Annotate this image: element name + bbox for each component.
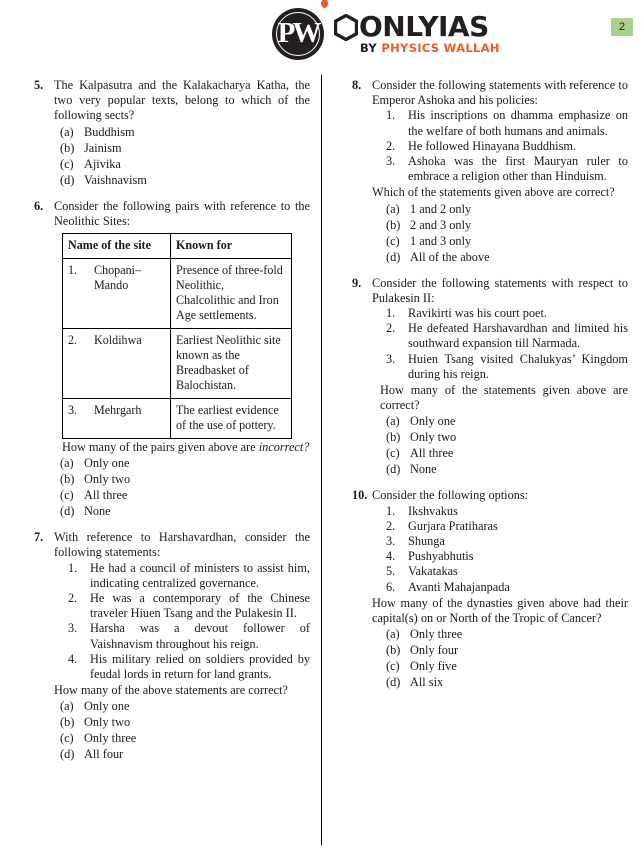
statement-text: Avanti Mahajanpada [408, 579, 510, 594]
option-key: (d) [60, 172, 75, 187]
question-10-lead: How many of the dynasties given above had their capital(s) on or North of the Tropic of Cancer? [372, 595, 628, 626]
table-row [63, 259, 292, 329]
y-dot-icon [321, 0, 328, 8]
question-7-stem: With reference to Harshavardhan, consider the following statements: [54, 530, 310, 560]
statement-number: 1. [386, 306, 396, 321]
question-8-body [372, 108, 628, 264]
statement-row [386, 352, 628, 382]
option-row[interactable] [386, 249, 628, 265]
site-name: Chopani–Mando [94, 263, 142, 293]
statement-row [68, 621, 310, 651]
statement-text: Ashoka was the first Mauryan ruler to embrace a religion other than Hinduism. [408, 154, 628, 184]
question-7 [20, 530, 310, 762]
row-index: 2. [68, 333, 78, 348]
statement-row [386, 139, 628, 154]
option-key: (b) [386, 643, 401, 658]
question-10-head [338, 488, 628, 503]
option-key: (c) [386, 233, 400, 248]
statement-text: Ikshvakus [408, 503, 458, 518]
table-cell-known-for: Earliest Neolithic site known as the Breadbasket of Balochistan. [171, 329, 292, 399]
statement-number: 6. [386, 579, 396, 594]
option-row[interactable] [60, 746, 310, 762]
question-6-stem: Consider the following pairs with reference to the Neolithic Sites: [54, 198, 310, 228]
option-text: All six [410, 675, 444, 690]
option-row[interactable] [386, 429, 628, 445]
statement-number: 1. [386, 503, 396, 518]
option-text: 1 and 2 only [410, 201, 472, 216]
pw-monogram-text: PW [277, 16, 319, 49]
question-8-head [338, 78, 628, 108]
statement-number: 3. [386, 351, 396, 366]
onlyias-wordmark [332, 10, 500, 56]
question-7-body [54, 561, 310, 763]
option-row[interactable] [386, 233, 628, 249]
hexagon-icon [334, 14, 358, 41]
statement-text: Harsha was a devout follower of Vaishnavism throughout his reign. [90, 621, 310, 651]
statement-text: His military relied on soldiers provided by feudal lords in return for land grants. [90, 651, 310, 682]
by-label: BY [360, 41, 382, 56]
question-8-stem: Consider the following statements with reference to Emperor Ashoka and his policies: [372, 78, 628, 108]
question-7-head [20, 530, 310, 560]
option-key: (d) [60, 747, 75, 762]
statement-text: He followed Hinayana Buddhism. [408, 138, 577, 153]
statement-row [386, 504, 628, 519]
option-row[interactable] [60, 124, 310, 140]
statement-text: Gurjara Pratiharas [408, 518, 498, 533]
option-key: (b) [386, 430, 401, 445]
onlyias-text: ONLYIAS [359, 10, 489, 44]
option-text: Only two [84, 715, 131, 730]
statement-number: 2. [386, 518, 396, 533]
question-6-head [20, 199, 310, 229]
option-row[interactable] [386, 461, 628, 477]
question-7-number: 7. [34, 530, 44, 545]
question-9-number: 9. [352, 275, 362, 290]
option-key: (c) [386, 446, 400, 461]
statement-text: He defeated Harshavardhan and limited his southward expansion till Narmada. [408, 321, 628, 351]
option-row[interactable] [60, 455, 310, 471]
lead-italic: incorrect? [258, 440, 310, 455]
statement-row [386, 519, 628, 534]
option-text: Jainism [84, 140, 122, 155]
question-10-number: 10. [352, 488, 368, 503]
statement-text: Pushyabhutis [408, 549, 474, 564]
option-text: None [84, 504, 111, 519]
option-text: 2 and 3 only [410, 217, 472, 232]
option-text: Only two [84, 472, 131, 487]
question-10-stem: Consider the following options: [372, 488, 529, 503]
question-6-lead [62, 440, 310, 455]
table-header-cell: Name of the site [63, 234, 171, 259]
question-5-body [54, 124, 310, 188]
question-9-lead: How many of the statements given above are correct? [380, 383, 628, 413]
question-5-stem: The Kalpasutra and the Kalakacharya Katha, the two very popular texts, belong to which of the following sects? [54, 78, 310, 123]
option-row[interactable] [386, 201, 628, 217]
statement-row [386, 154, 628, 184]
question-9 [338, 276, 628, 478]
option-text: All four [84, 747, 124, 762]
table-header-row [63, 234, 292, 259]
option-text: Only one [84, 456, 130, 471]
option-key: (c) [60, 156, 74, 171]
question-9-head [338, 276, 628, 306]
question-8-number: 8. [352, 78, 362, 92]
option-row[interactable] [60, 698, 310, 714]
table-cell-known-for: Presence of three-fold Neolithic, Chalcolithic and Iron Age settlements. [171, 259, 292, 329]
table-row [63, 399, 292, 439]
option-text: Vaishnavism [84, 172, 147, 187]
site-name: Koldihwa [94, 333, 142, 348]
statement-row [386, 580, 628, 595]
option-row[interactable] [60, 156, 310, 172]
statement-text: His inscriptions on dhamma emphasize on the welfare of both humans and animals. [408, 108, 628, 138]
brand-logo-group [272, 8, 500, 60]
option-key: (c) [60, 488, 74, 503]
neolithic-sites-table [62, 233, 292, 439]
statement-row [386, 534, 628, 549]
option-key: (a) [60, 124, 74, 139]
question-5 [20, 78, 310, 188]
option-text: Only five [410, 659, 457, 674]
question-10-body [372, 504, 628, 691]
statement-row [68, 652, 310, 682]
option-key: (b) [386, 217, 401, 232]
table-header-cell: Known for [171, 234, 292, 259]
option-key: (d) [386, 249, 401, 264]
statement-text: He was a contemporary of the Chinese traveler Hiuen Tsang and the Pulakesin II. [90, 591, 310, 621]
question-6-number: 6. [34, 198, 44, 213]
question-5-head [20, 78, 310, 124]
option-text: All of the above [410, 249, 490, 264]
statement-text: Ravikirti was his court poet. [408, 306, 548, 321]
option-row[interactable] [386, 445, 628, 461]
statement-number: 3. [68, 621, 78, 636]
statement-row [386, 321, 628, 351]
option-key: (b) [60, 715, 75, 730]
option-key: (a) [60, 699, 74, 714]
statement-number: 2. [386, 321, 396, 336]
option-key: (a) [386, 414, 400, 429]
option-key: (d) [60, 504, 75, 519]
option-key: (c) [60, 731, 74, 746]
statement-number: 3. [386, 154, 396, 169]
question-8 [338, 78, 628, 265]
statement-row [68, 591, 310, 621]
option-row[interactable] [60, 487, 310, 503]
question-8-lead: Which of the statements given above are correct? [372, 185, 615, 200]
right-column [338, 78, 628, 701]
statement-text: Vakatakas [408, 564, 458, 579]
option-row[interactable] [386, 626, 628, 642]
table-cell-site [63, 329, 171, 399]
option-row[interactable] [60, 714, 310, 730]
question-9-body [372, 306, 628, 477]
physics-wallah-circle-logo [272, 8, 324, 60]
option-row[interactable] [386, 658, 628, 674]
option-key: (b) [60, 140, 75, 155]
option-text: Only four [410, 643, 459, 658]
statement-number: 2. [386, 138, 396, 153]
statement-number: 1. [68, 560, 78, 575]
statement-row [386, 549, 628, 564]
physics-wallah-label: PHYSICS WALLAH [381, 41, 500, 56]
option-text: Only two [410, 430, 457, 445]
page-number-badge: 2 [611, 18, 633, 36]
table-cell-known-for: The earliest evidence of the use of pottery. [171, 399, 292, 439]
option-row[interactable] [60, 140, 310, 156]
question-7-lead: How many of the above statements are correct? [54, 683, 288, 698]
onlyias-main-line [334, 10, 500, 44]
option-row[interactable] [60, 172, 310, 188]
statement-number: 2. [68, 591, 78, 606]
lead-prefix: How many of the pairs given above are [62, 440, 259, 455]
statement-number: 4. [386, 549, 396, 564]
statement-row [386, 108, 628, 138]
page-header [0, 0, 641, 72]
onlyias-sub-line [360, 43, 500, 55]
option-text: 1 and 3 only [410, 233, 472, 248]
option-key: (a) [60, 456, 74, 471]
question-10 [338, 488, 628, 690]
row-index: 3. [68, 403, 78, 418]
statement-text: Shunga [408, 534, 445, 549]
table-cell-site [63, 399, 171, 439]
option-row[interactable] [386, 217, 628, 233]
statement-row [386, 564, 628, 579]
option-key: (d) [386, 675, 401, 690]
site-name: Mehrgarh [94, 403, 142, 418]
option-row[interactable] [60, 503, 310, 519]
option-row[interactable] [60, 471, 310, 487]
option-row[interactable] [386, 413, 628, 429]
option-text: All three [410, 446, 454, 461]
option-key: (c) [386, 659, 400, 674]
question-9-stem: Consider the following statements with respect to Pulakesin II: [372, 275, 628, 305]
option-key: (b) [60, 472, 75, 487]
left-column [20, 78, 310, 773]
statement-row [68, 561, 310, 591]
option-text: All three [84, 488, 128, 503]
statement-number: 5. [386, 564, 396, 579]
statement-text: Huien Tsang visited Chalukyas’ Kingdom during his reign. [408, 351, 628, 381]
statement-text: He had a council of ministers to assist him, indicating centralized governance. [90, 560, 310, 590]
option-row[interactable] [386, 674, 628, 690]
option-key: (a) [386, 201, 400, 216]
option-row[interactable] [60, 730, 310, 746]
option-text: Only three [84, 731, 137, 746]
option-text: Only one [84, 699, 130, 714]
option-text: Buddhism [84, 124, 135, 139]
option-text: Only three [410, 627, 463, 642]
column-divider [321, 75, 322, 845]
row-index: 1. [68, 263, 78, 278]
table-row [63, 329, 292, 399]
statement-number: 1. [386, 108, 396, 123]
statement-number: 3. [386, 534, 396, 549]
statement-row [386, 306, 628, 321]
option-key: (a) [386, 627, 400, 642]
option-key: (d) [386, 462, 401, 477]
option-text: None [410, 462, 437, 477]
question-6 [20, 199, 310, 520]
statement-number: 4. [68, 651, 78, 666]
option-text: Only one [410, 414, 456, 429]
question-5-number: 5. [34, 78, 44, 92]
question-6-body [54, 233, 310, 519]
option-row[interactable] [386, 642, 628, 658]
option-text: Ajivika [84, 156, 121, 171]
table-cell-site [63, 259, 171, 329]
